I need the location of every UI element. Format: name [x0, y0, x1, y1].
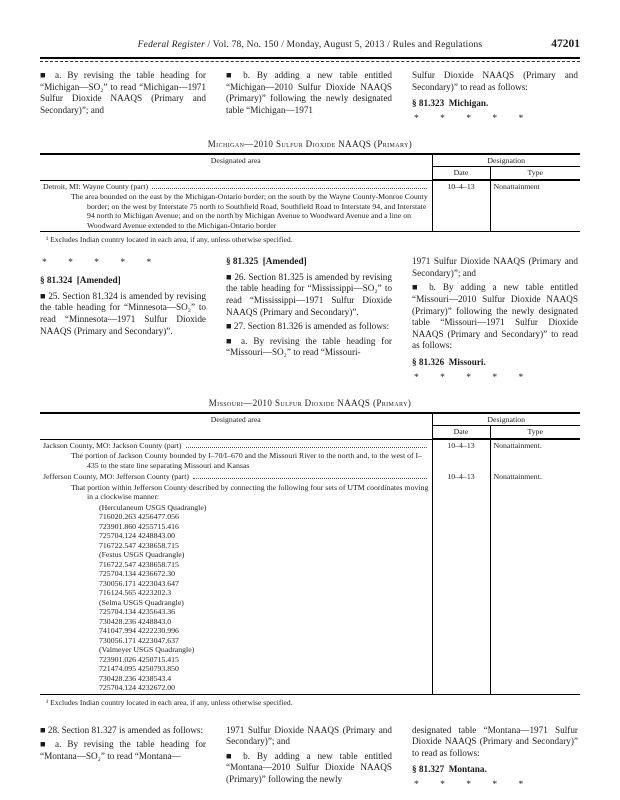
amendment-paragraph: ■ b. By adding a new table entitled “Montana—2010 Sulfur Dioxide NAAQS (Primary)” following the newly [226, 750, 392, 784]
top-text-section [40, 70, 580, 130]
middle-column-2 [226, 256, 392, 388]
amendment-paragraph: ■ a. By revising the table heading for “Montana—SO₂” to read “Montana— [40, 739, 206, 761]
michigan-table-title: Michigan—2010 Sulfur Dioxide NAAQS (Primary) [207, 138, 413, 149]
table-footnote: ¹ Excludes Indian country located in each area, if any, unless otherwise specified. [46, 235, 293, 245]
amendment-paragraph: ■ a. By revising the table heading for “Michigan—SO₂” to read “Michigan—1971 Sulfur Dioxide NAAQS (Primary and Secondary)”; and [40, 70, 206, 115]
amendment-paragraph: ■ 28. Section 81.327 is amended as follows: [40, 724, 203, 735]
middle-text-section [40, 256, 580, 388]
leader-dots [193, 478, 426, 479]
amendment-paragraph: 1971 Sulfur Dioxide NAAQS (Primary and Secondary)”; and [412, 256, 578, 278]
designated-area-cell [40, 180, 432, 232]
utm-coordinate-line: 725704.134 4235643.36 [99, 607, 176, 617]
amendment-paragraph: Sulfur Dioxide NAAQS (Primary and Secondary)” to read as follows: [412, 70, 578, 92]
utm-coordinate-line: (Herculaneum USGS Quadrangle) [99, 502, 207, 512]
section-heading-81-323: § 81.323 Michigan. [412, 98, 489, 109]
utm-coordinate-line: (Valmeyer USGS Quadrangle) [99, 645, 195, 655]
journal-title: Federal Register [137, 40, 205, 50]
designation-date-cell: 10–4–13 [432, 180, 490, 232]
missouri-table [40, 412, 580, 695]
bottom-text-section [40, 725, 580, 796]
amendment-paragraph: 1971 Sulfur Dioxide NAAQS (Primary and Secondary)”; and [226, 724, 392, 747]
section-heading-81-327: § 81.327 Montana. [412, 764, 487, 775]
designation-type-cell: Nonattainment [493, 181, 540, 191]
utm-coordinate-line: 730056.171 4223047.637 [99, 635, 179, 645]
area-description: The area bounded on the east by the Michigan-Ontario border; on the south by the Wayne County-Monroe County border; on the west by Interstate 75 north to Southfield Road, Southfield Road to Interstate 94, and Interstate 94 north to Michigan Avenue; and on the north by Michigan Avenue to Woodward Avenue and a line on Woodward Avenue extended to the Michigan-Ontario border [71, 192, 428, 230]
amendment-paragraph: ■ 25. Section 81.324 is amended by revising the table heading for “Minnesota—SO₂” to read “Minnesota—1971 Sulfur Dioxide NAAQS (Primary and Secondary)”. [40, 290, 206, 336]
column-header-date: Date [432, 426, 490, 439]
area-description: The portion of Jackson County bounded by I–70/I–670 and the Missouri River to the north and, to the west of I–435 to the state line separating Missouri and Kansas [71, 451, 423, 470]
area-name: Jefferson County, MO: Jefferson County (part) [43, 472, 190, 482]
column-header-type: Type [490, 426, 580, 439]
area-name-line [43, 472, 429, 482]
utm-coordinate-line: 716124.565 4223202.3 [99, 588, 172, 598]
area-name: Detroit, MI: Wayne County (part) [43, 181, 149, 191]
journal-line [40, 40, 580, 50]
middle-column-3 [412, 256, 578, 388]
designated-area-cell [40, 471, 432, 694]
bottom-column-3 [412, 725, 578, 796]
amendment-paragraph: ■ 27. Section 81.326 is amended as follows: [226, 321, 389, 332]
amendment-paragraph: ■ a. By revising the table heading for “Missouri—SO₂” to read “Missouri- [226, 335, 392, 358]
michigan-table [40, 153, 580, 233]
designation-date-cell: 10–4–13 [432, 471, 490, 694]
header-rule-thin [40, 61, 580, 62]
utm-coordinate-line: 721474.095 4250793.850 [99, 664, 179, 674]
designation-type-cell: Nonattainment. [493, 472, 542, 482]
table-row [40, 180, 580, 232]
column-header-type: Type [490, 167, 580, 180]
leader-dots [152, 188, 426, 189]
utm-coordinate-line: (Festus USGS Quadrangle) [99, 550, 185, 560]
top-column-3 [412, 70, 578, 130]
area-description: That portion within Jefferson County described by connecting the following four sets of UTM coordinates moving in a clockwise manner: [71, 482, 429, 502]
utm-coordinate-line: 725704.124 4248843.00 [99, 531, 176, 541]
column-header-designated-area: Designated area [40, 413, 432, 439]
journal-citation: / Vol. 78, No. 150 / Monday, August 5, 2013 / Rules and Regulations [204, 40, 483, 50]
leader-dots [186, 447, 427, 448]
utm-coordinate-line: 723901.026 4250715.415 [99, 654, 179, 664]
section-heading-81-324: § 81.324 [Amended] [40, 275, 121, 286]
amendment-paragraph: ■ 26. Section 81.325 is amended by revising the table heading for “Mississippi—SO₂” to read “Mississippi—1971 Sulfur Dioxide NAAQS (Primary and Secondary)”. [226, 271, 392, 317]
utm-coordinate-line: 723901.860 4255715.416 [99, 521, 179, 531]
amendment-paragraph: designated table “Montana—1971 Sulfur Dioxide NAAQS (Primary and Secondary)” to read as follows: [412, 724, 578, 758]
asterisk-separator: * * * * * [414, 113, 524, 124]
top-column-2 [226, 70, 392, 130]
utm-coordinate-line: 741047.994 4222230.996 [99, 626, 179, 636]
asterisk-separator: * * * * * [414, 779, 524, 790]
amendment-paragraph: ■ b. By adding a new table entitled “Michigan—2010 Sulfur Dioxide NAAQS (Primary)” following the newly designated table “Michigan—1971 [226, 70, 392, 115]
designation-date-cell: 10–4–13 [432, 439, 490, 471]
column-header-designated-area: Designated area [40, 154, 432, 180]
utm-coordinate-line: 730428.236 4238543.4 [99, 673, 172, 683]
asterisk-separator: * * * * * [414, 372, 524, 383]
utm-coordinate-line: 716020.263 4256477.056 [99, 512, 179, 522]
area-name-line [43, 441, 429, 451]
top-column-1 [40, 70, 206, 130]
utm-coordinate-line: 730056.171 4223043.647 [99, 578, 179, 588]
header-rule [40, 57, 580, 59]
utm-coordinate-line: 716722.547 4238658.715 [99, 559, 179, 569]
table-row [40, 471, 580, 694]
column-header-date: Date [432, 167, 490, 180]
asterisk-separator: * * * * * [42, 258, 152, 269]
utm-coordinate-line: 716722.547 4238658.715 [99, 540, 179, 550]
utm-coordinate-line: (Selma USGS Quadrangle) [99, 597, 184, 607]
utm-coordinate-line: 725704.124 4232672.00 [99, 683, 176, 693]
section-heading-81-326: § 81.326 Missouri. [412, 357, 486, 367]
designated-area-cell [40, 439, 432, 471]
table-row [40, 439, 580, 471]
table-footnote: ¹ Excludes Indian country located in each area, if any, unless otherwise specified. [46, 697, 293, 707]
column-header-designation: Designation [432, 413, 580, 426]
running-head [40, 40, 580, 54]
amendment-paragraph: ■ b. By adding a new table entitled “Missouri—2010 Sulfur Dioxide NAAQS (Primary)” following the newly designated table “Missouri—1971 Sulfur Dioxide NAAQS (Primary and Secondary)” to read as follows: [412, 282, 578, 351]
page-number: 47201 [551, 38, 580, 50]
utm-coordinate-line: 725704.134 4236672.30 [99, 569, 176, 579]
missouri-table-title: Missouri—2010 Sulfur Dioxide NAAQS (Primary) [208, 397, 412, 408]
utm-coordinate-line: 730428.236 4248843.0 [99, 616, 172, 626]
area-name-line [43, 182, 429, 192]
bottom-column-1 [40, 725, 206, 796]
middle-column-1 [40, 256, 206, 388]
column-header-designation: Designation [432, 154, 580, 167]
designation-type-cell: Nonattainment. [493, 440, 542, 450]
section-heading-81-325: § 81.325 [Amended] [226, 256, 307, 267]
area-name: Jackson County, MO: Jackson County (part) [43, 440, 182, 450]
utm-coordinate-list [43, 503, 429, 693]
bottom-column-2 [226, 725, 392, 796]
